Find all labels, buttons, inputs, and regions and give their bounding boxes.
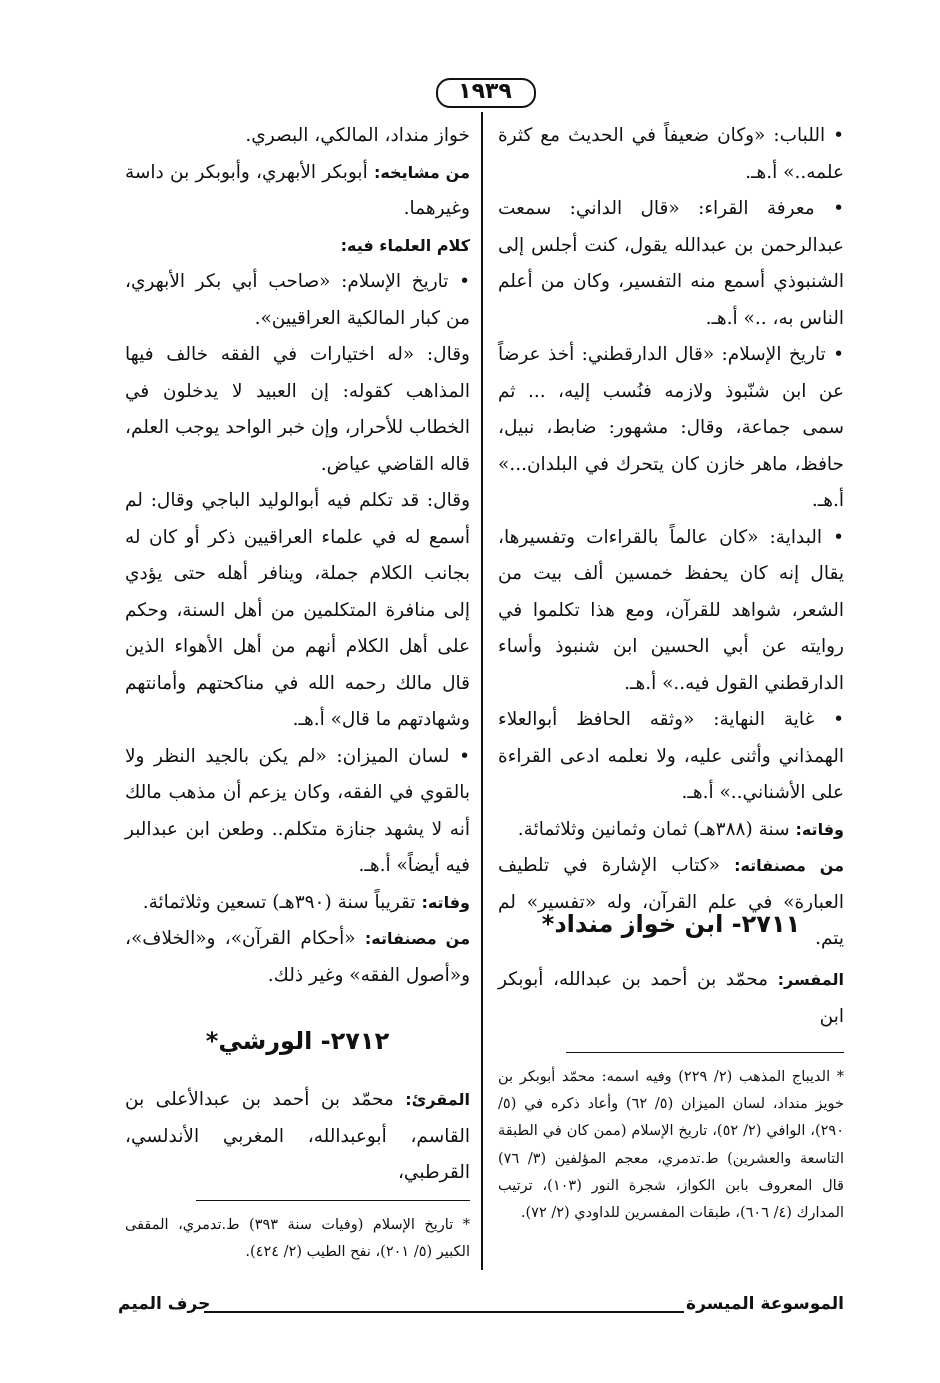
- left-teachers: [125, 155, 470, 228]
- left-entry-start: [125, 1082, 470, 1192]
- right-para-qurra: • معرفة القراء: «قال الداني: سمعت عبدالرحمن بن عبدالله يقول، كنت أجلس إلى الشنبوذي أسمع منه التفسير، وكان من أعلم الناس به، ..» أ.هـ.: [498, 198, 844, 329]
- left-role: [125, 1082, 470, 1192]
- page-footer: [118, 1294, 844, 1324]
- right-para-tarikh: • تاريخ الإسلام: «قال الدارقطني: أخذ عرضاً عن ابن شنّبوذ ولازمه فنُسب إليه، ... ثم سمى جماعة، وقال: مشهور: ضابط، نبيل، حافظ، ماهر خازن كان يتحرك في البلدان...» أ.هـ.: [498, 344, 844, 511]
- footer-rule: [204, 1311, 684, 1313]
- left-continuation: خواز منداد، المالكي، البصري.: [245, 125, 470, 146]
- right-death: [498, 812, 844, 849]
- right-works: [498, 848, 844, 958]
- right-column: [498, 118, 844, 958]
- left-para-tarikh: • تاريخ الإسلام: «صاحب أبي بكر الأبهري، من كبار المالكية العراقيين».: [125, 271, 470, 329]
- right-entry-start: [498, 962, 844, 1035]
- footnote-right: * الديباج المذهب (٢/ ٢٢٩) وفيه اسمه: محمّد أبوبكر بن خويز منداد، لسان الميزان (٥/ ٦٢) وأعاد ذكره في (٥/ ٢٩٠)، الوافي (٢/ ٥٢)، تاريخ الإسلام (ممن كان في الطبقة التاسعة والعشرين) ط.تدمري، معجم المؤلفين (٣/ ٧٦) قال المعروف بابن الكواز، شجرة النور (١٠٣)، ترتيب المدارك (٤/ ٦٠٦)، طبقات المفسرين للداودي (٢/ ٧٢).: [498, 1069, 844, 1222]
- footnote-rule-left: [196, 1200, 470, 1201]
- column-divider: [481, 112, 483, 1270]
- scholars-heading: كلام العلماء فيه:: [340, 235, 470, 255]
- left-death: [125, 885, 470, 922]
- right-role: [498, 962, 844, 1035]
- death-text: سنة (٣٨٨هـ) ثمان وثمانين وثلاثمائة.: [517, 818, 796, 840]
- entry-title-2711: ٢٧١١- ابن خواز منداد*: [541, 910, 801, 938]
- left-column: [125, 118, 470, 994]
- left-para-lisan: • لسان الميزان: «لم يكن بالجيد النظر ولا بالقوي في الفقه، وكان يزعم أن مذهب مالك أنه لا يشهد جنازة متكلم.. وطعن ابن عبدالبر فيه أيضاً» أ.هـ.: [125, 745, 470, 876]
- teachers-label: من مشايخه:: [373, 162, 470, 182]
- death-label: وفاته:: [421, 892, 470, 912]
- works-text: «أحكام القرآن»، و«الخلاف»، و«أصول الفقه» وغير ذلك.: [125, 928, 470, 986]
- footnote-left: * تاريخ الإسلام (وفيات سنة ٣٩٣) ط.تدمري، المقفى الكبير (٥/ ٢٠١)، نفح الطيب (٢/ ٤٢٤).: [125, 1217, 470, 1261]
- left-para-ikhtiyarat: وقال: «له اختيارات في الفقه خالف فيها المذاهب كقوله: إن العبيد لا يدخلون في الخطاب للأحرار، وإن خبر الواحد يوجب العلم، قاله القاضي عياض.: [125, 344, 470, 475]
- role-label: المقرئ:: [405, 1090, 470, 1109]
- right-para-lubab: • اللباب: «وكان ضعيفاً في الحديث مع كثرة علمه..» أ.هـ.: [498, 125, 844, 183]
- right-para-ghaya: • غاية النهاية: «وثقه الحافظ أبوالعلاء الهمذاني وأثنى عليه، ولا نعلمه ادعى القراءة على الأشناني..» أ.هـ.: [498, 709, 844, 803]
- role-label: المفسر:: [777, 970, 844, 989]
- left-para-baji: وقال: قد تكلم فيه أبوالوليد الباجي وقال: لم أسمع له في علماء العراقيين ذكر أو كان له بجانب الكلام جملة، وينافر أهله حتى يؤدي إلى منافرة المتكلمين من أهل السنة، وحكم على أهل الكلام أنهم من أهل الأهواء الذين قال مالك رحمه الله في مناكحتهم وأمانتهم وشهادتهم ما قال» أ.هـ.: [125, 490, 470, 730]
- footnote-rule-right: [566, 1052, 844, 1053]
- death-label: وفاته:: [795, 819, 844, 839]
- right-para-bidaya: • البداية: «كان عالماً بالقراءات وتفسيرها، يقال إنه كان يحفظ خمسين ألف بيت من الشعر، شواهد للقرآن، ومع هذا تكلموا في روايته عن أبي الحسين ابن شنبوذ وأساء الدارقطني القول فيه..» أ.هـ.: [498, 526, 844, 694]
- teachers-text: أبوبكر الأبهري، وأبوبكر بن داسة وغيرهما.: [125, 161, 470, 219]
- page-number: ١٩٣٩: [430, 74, 540, 110]
- death-text: تقريباً سنة (٣٩٠هـ) تسعين وثلاثمائة.: [142, 891, 422, 913]
- left-works: [125, 921, 470, 994]
- footer-chapter: حرف الميم: [118, 1294, 211, 1314]
- entry-title-2712: ٢٧١٢- الورشي*: [205, 1027, 390, 1055]
- works-label: من مصنفاته:: [364, 929, 470, 948]
- role-text: محمّد بن أحمد بن عبدالله، أبوبكر ابن: [498, 969, 844, 1027]
- works-label: من مصنفاته:: [734, 856, 844, 875]
- footer-encyclopedia: الموسوعة الميسرة: [686, 1294, 844, 1314]
- role-text: محمّد بن أحمد بن عبدالأعلى بن القاسم، أبوعبدالله، المغربي الأندلسي، القرطبي،: [125, 1089, 470, 1183]
- works-text: «كتاب الإشارة في تلطيف العبارة» في علم القرآن، وله «تفسير» لم يتم.: [498, 855, 844, 949]
